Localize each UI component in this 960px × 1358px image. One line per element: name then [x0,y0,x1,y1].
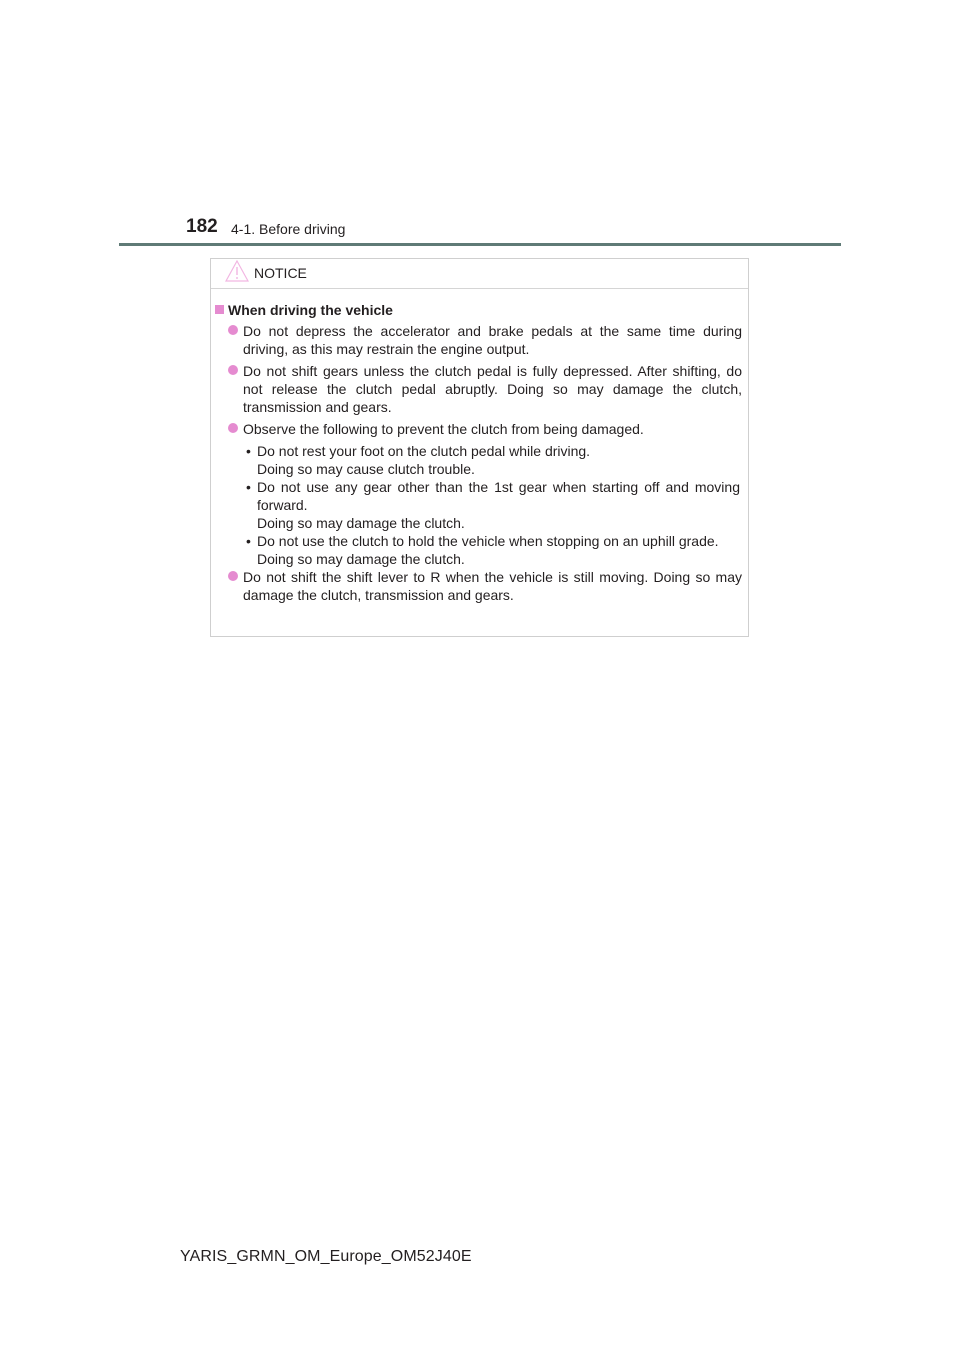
circle-bullet-icon [228,423,238,433]
sub-item-text: Do not rest your foot on the clutch pedal while driving. [257,443,591,459]
section-title: 4-1. Before driving [231,221,346,237]
subheading-text: When driving the vehicle [228,302,393,318]
sub-item [211,478,748,514]
header-rule [119,243,841,246]
sub-item-note: Doing so may damage the clutch. [257,551,465,567]
notice-content [211,301,748,604]
notice-subheading [211,301,748,319]
sub-item-mark: • [246,479,251,495]
page-number: 182 [186,216,218,237]
sub-item [211,442,748,460]
sub-item-text: Do not use the clutch to hold the vehicle when stopping on an uphill grade. [257,533,719,549]
notice-box [210,258,749,637]
sub-item-note: Doing so may cause clutch trouble. [257,461,475,477]
notice-item [211,362,748,416]
sub-item [211,532,748,550]
notice-item-text: Do not depress the accelerator and brake pedals at the same time during driving, as this may restrain the engine output. [243,323,742,357]
notice-header [211,259,748,289]
circle-bullet-icon [228,325,238,335]
notice-item-text: Observe the following to prevent the clutch from being damaged. [243,421,644,437]
sub-item-mark: • [246,443,251,459]
footer-doc-code: YARIS_GRMN_OM_Europe_OM52J40E [180,1248,472,1265]
warning-triangle-icon [225,260,249,282]
square-bullet-icon [215,305,224,314]
sub-item-mark: • [246,533,251,549]
notice-item [211,420,748,438]
notice-item [211,568,748,604]
notice-item [211,322,748,358]
notice-item-text: Do not shift gears unless the clutch pedal is fully depressed. After shifting, do not release the clutch pedal abruptly. Doing so may damage the clutch, transmission and gears. [243,363,742,415]
notice-item-text: Do not shift the shift lever to R when the vehicle is still moving. Doing so may damage the clutch, transmission and gears. [243,569,742,603]
circle-bullet-icon [228,365,238,375]
sub-item-text: Do not use any gear other than the 1st gear when starting off and moving forward. [257,479,740,513]
circle-bullet-icon [228,571,238,581]
notice-label: NOTICE [254,265,307,281]
sub-item-note: Doing so may damage the clutch. [257,515,465,531]
